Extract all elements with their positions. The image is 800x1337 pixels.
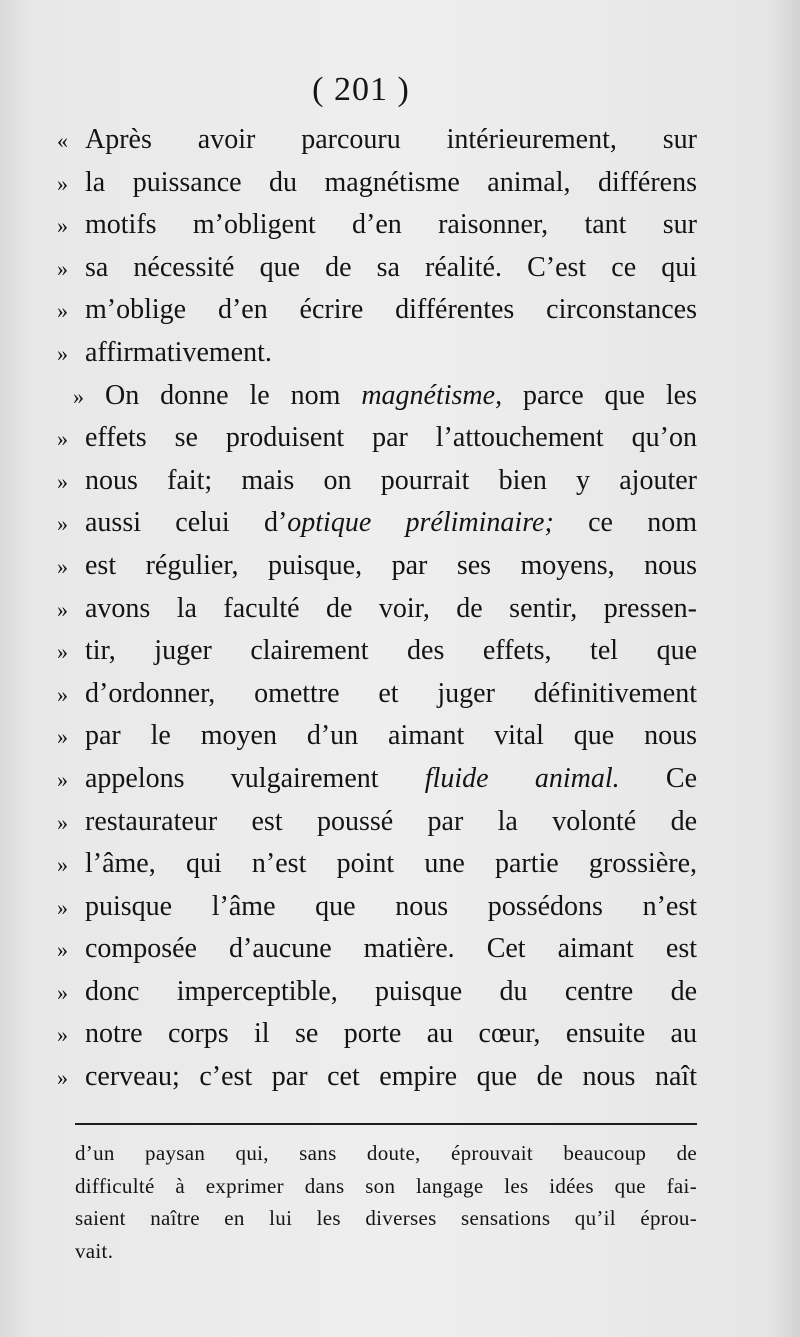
quote-mark: » (57, 1022, 68, 1048)
quote-mark: » (57, 809, 68, 835)
quote-mark: » (57, 894, 68, 920)
quote-mark: » (57, 298, 68, 324)
text-line (57, 1056, 697, 1099)
line-text: avons la faculté de voir, de sentir, pressen- (85, 592, 697, 624)
quote-mark: » (57, 1065, 68, 1091)
quote-mark: » (57, 979, 68, 1005)
line-text: restaurateur est poussé par la volonté de (85, 805, 697, 837)
line-text: effets se produisent par l’attouchement qu’on (85, 422, 697, 454)
quote-mark: » (57, 255, 68, 281)
text-line (57, 588, 697, 631)
line-text: nous fait; mais on pourrait bien y ajouter (85, 464, 697, 496)
quote-mark: » (57, 340, 68, 366)
text-line (57, 375, 697, 418)
line-text: parce que les (502, 379, 697, 411)
main-text-block (57, 119, 697, 1099)
text-line (57, 502, 697, 545)
line-text: Après avoir parcouru intérieurement, sur (85, 124, 697, 155)
text-line (57, 460, 697, 503)
text-line (57, 247, 697, 290)
quote-mark: » (57, 639, 68, 665)
footnote-line: d’un paysan qui, sans doute, éprouvait beaucoup de (75, 1141, 697, 1165)
line-text: d’ordonner, omettre et juger définitivement (85, 677, 697, 709)
text-line (57, 801, 697, 844)
text-line (57, 886, 697, 929)
line-text: puisque l’âme que nous possédons n’est (85, 890, 697, 922)
quote-mark: » (57, 170, 68, 196)
text-line (57, 843, 697, 886)
quote-mark: » (57, 937, 68, 963)
quote-mark: » (57, 511, 68, 537)
italic-term: magnétisme, (361, 379, 503, 411)
text-line (57, 758, 697, 801)
line-text: ce nom (553, 507, 697, 539)
footnote-divider (75, 1123, 697, 1125)
line-text: appelons vulgairement (85, 762, 425, 794)
quote-mark: » (57, 553, 68, 579)
line-text: cerveau; c’est par cet empire que de nous naît (85, 1061, 697, 1093)
line-text: la puissance du magnétisme animal, différens (85, 166, 697, 198)
quote-mark: » (57, 426, 68, 452)
line-text: par le moyen d’un aimant vital que nous (85, 720, 697, 752)
quote-mark: » (73, 383, 84, 409)
quote-mark: » (57, 468, 68, 494)
text-line (57, 545, 697, 588)
text-line (57, 289, 697, 332)
line-text: donc imperceptible, puisque du centre de (85, 975, 697, 1007)
quote-mark: « (57, 128, 68, 153)
text-line (57, 928, 697, 971)
text-line (57, 971, 697, 1014)
footnote-line: vait. (75, 1238, 114, 1263)
line-text: Ce (619, 762, 697, 794)
italic-term: fluide animal. (424, 762, 620, 794)
quote-mark: » (57, 681, 68, 707)
line-text: composée d’aucune matière. Cet aimant est (85, 933, 697, 965)
line-text: On donne le nom (105, 379, 362, 411)
page-number: ( 201 ) (312, 71, 410, 108)
quote-mark: » (57, 724, 68, 750)
line-text: aussi celui d’ (85, 507, 288, 539)
text-line (57, 417, 697, 460)
quote-mark: » (57, 596, 68, 622)
text-line (57, 1013, 697, 1056)
italic-term: optique préliminaire; (287, 507, 554, 539)
line-text: tir, juger clairement des effets, tel que (85, 635, 697, 667)
line-text: motifs m’obligent d’en raisonner, tant sur (85, 209, 697, 241)
footnote-block (75, 1137, 697, 1267)
quote-mark: » (57, 766, 68, 792)
quote-mark: » (57, 852, 68, 878)
line-text: m’oblige d’en écrire différentes circonstances (85, 294, 697, 326)
text-line (57, 332, 697, 375)
line-text: sa nécessité que de sa réalité. C’est ce qui (85, 251, 697, 283)
text-line (57, 119, 697, 162)
text-line (57, 630, 697, 673)
text-line (57, 162, 697, 205)
text-line (57, 715, 697, 758)
line-text: l’âme, qui n’est point une partie grossière, (85, 848, 697, 880)
line-text: est régulier, puisque, par ses moyens, nous (85, 549, 697, 581)
text-line (57, 204, 697, 247)
text-line (57, 673, 697, 716)
footnote-line: difficulté à exprimer dans son langage les idées que fai- (75, 1173, 697, 1198)
footnote-line: saient naître en lui les diverses sensations qu’il éprou- (75, 1206, 697, 1230)
line-text: affirmativement. (85, 336, 272, 368)
quote-mark: » (57, 213, 68, 239)
line-text: notre corps il se porte au cœur, ensuite au (85, 1018, 697, 1050)
